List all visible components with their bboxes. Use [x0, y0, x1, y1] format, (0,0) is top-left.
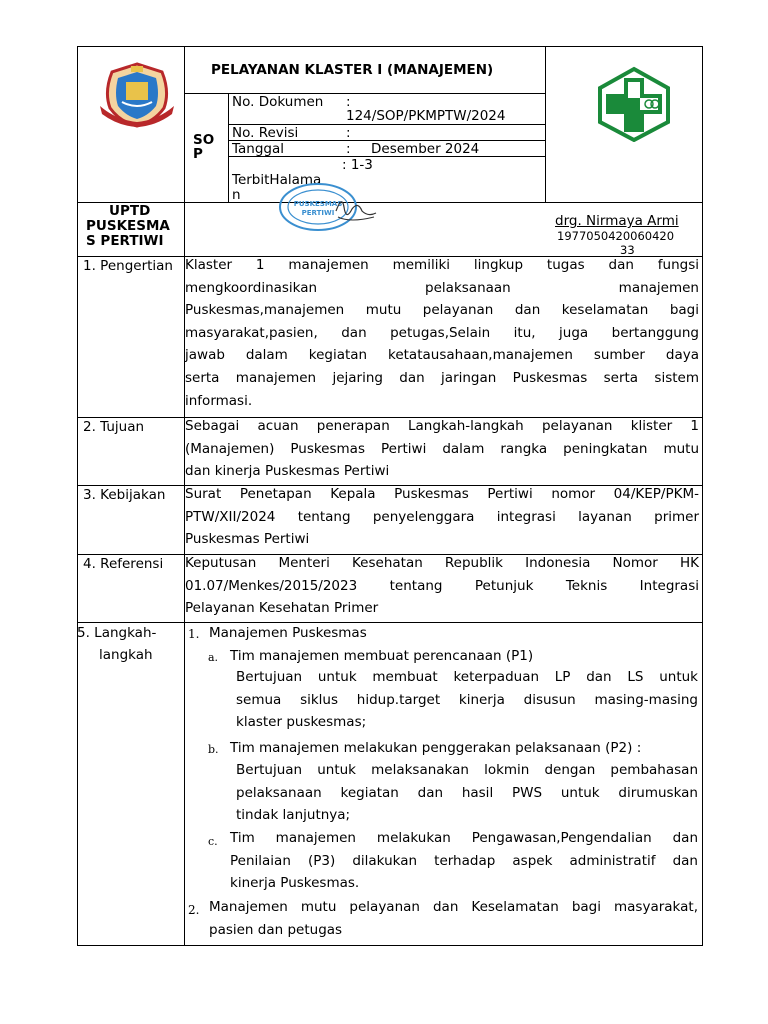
text-line: Puskesmas Pertiwi [185, 531, 310, 548]
document-title: PELAYANAN KLASTER I (MANAJEMEN) [211, 62, 494, 78]
text-line: PTW/XII/2024 tentang penyelenggara integrasi layanan primer [185, 508, 699, 525]
subitem-b-body [236, 759, 698, 827]
city-crest-logo [96, 62, 178, 128]
text-line: 01.07/Menkes/2015/2023 tentang Petunjuk Teknis Integrasi [185, 577, 699, 594]
text-line: masyarakat,pasien, dan petugas,Selain itu, juga bertanggung [185, 324, 699, 341]
sop-label-2: P [193, 146, 203, 162]
subitem-a-body [236, 666, 698, 734]
official-stamp [278, 181, 378, 233]
text-line: (Manajemen) Puskesmas Pertiwi dalam rangka peningkatan mutu [185, 440, 699, 457]
text-line: tindak lanjutnya; [236, 807, 351, 824]
text-line: semua siklus hidup.target kinerja disusun masing-masing [236, 691, 698, 708]
org-name-line-3: S PERTIWI [86, 233, 164, 249]
section-body-pengertian [185, 254, 699, 412]
list-letter: b. [208, 743, 219, 756]
org-name-line-1: UPTD [109, 203, 151, 219]
section-label-langkah: 5. Langkah- [77, 625, 157, 641]
section-label-kebijakan: 3. Kebijakan [83, 487, 166, 503]
date-value: Desember 2024 [371, 141, 480, 157]
section-body-referensi [185, 552, 699, 620]
section-body-tujuan [185, 415, 699, 483]
list-letter: a. [208, 651, 219, 664]
doc-no-label: No. Dokumen [232, 94, 324, 110]
text-line: kinerja Puskesmas. [230, 875, 360, 892]
text-line: Manajemen mutu pelayanan dan Keselamatan bagi masyarakat, [209, 899, 698, 915]
subitem-c-body [230, 827, 698, 895]
text-line: pelaksanaan kegiatan dan hasil PWS untuk dirumuskan [236, 784, 698, 801]
stamp-text-top: PUSKESMAS [293, 200, 343, 208]
text-line: Puskesmas,manajemen mutu pelayanan dan keselamatan bagi [185, 302, 699, 319]
section-label-referensi: 4. Referensi [83, 556, 164, 572]
revision-colon: : [346, 125, 351, 141]
text-line: informasi. [185, 392, 253, 409]
signer-nip-2: 33 [620, 243, 635, 257]
stamp-text-mid: PERTIWI [301, 209, 335, 217]
sop-label: SO [193, 132, 215, 148]
terbit-label: TerbitHalama [232, 172, 322, 188]
section-label-pengertian: 1. Pengertian [83, 258, 173, 274]
text-line: Tim manajemen melakukan Pengawasan,Pengendalian dan [230, 830, 698, 846]
list-item-manajemen-puskesmas: Manajemen Puskesmas [209, 625, 367, 641]
page-value: : 1-3 [342, 157, 373, 173]
section-body-kebijakan [185, 483, 699, 551]
section-label-langkah-2: langkah [99, 647, 153, 663]
text-line: dan kinerja Puskesmas Pertiwi [185, 463, 390, 480]
text-line: Keputusan Menteri Kesehatan Republik Indonesia Nomor HK [185, 555, 699, 571]
puskesmas-logo [594, 66, 674, 142]
text-line: jawab dalam kegiatan ketatausahaan,manajemen sumber daya [185, 347, 699, 364]
text-line: serta manajemen jejaring dan jaringan Puskesmas serta sistem [185, 369, 699, 386]
doc-no-value: 124/SOP/PKMPTW/2024 [346, 108, 506, 124]
text-line: Penilaian (P3) dilakukan terhadap aspek administratif dan [230, 852, 698, 869]
text-line: mengkoordinasikan pelaksanaan manajemen [185, 279, 699, 296]
text-line: Surat Penetapan Kepala Puskesmas Pertiwi nomor 04/KEP/PKM- [185, 486, 699, 502]
text-line: Bertujuan untuk membuat keterpaduan LP dan LS untuk [236, 669, 698, 685]
text-line: Klaster 1 manajemen memiliki lingkup tugas dan fungsi [185, 257, 699, 273]
section-label-tujuan: 2. Tujuan [83, 419, 145, 435]
text-line: Pelayanan Kesehatan Primer [185, 600, 379, 617]
list-item-manajemen-mutu [209, 896, 698, 941]
signer-name: drg. Nirmaya Armi [555, 213, 679, 229]
list-number: 1. [188, 627, 200, 641]
date-colon: : [346, 141, 351, 157]
text-line: pasien dan petugas [209, 921, 343, 938]
signer-nip: 1977050420060420 [557, 229, 675, 243]
date-label: Tanggal [232, 141, 285, 157]
text-line: Bertujuan untuk melaksanakan lokmin dengan pembahasan [236, 762, 698, 778]
subitem-b-title: Tim manajemen melakukan penggerakan pelaksanaan (P2) : [230, 740, 642, 756]
terbit-label-2: n [232, 187, 241, 203]
text-line: Sebagai acuan penerapan Langkah-langkah pelayanan klister 1 [185, 418, 699, 434]
revision-label: No. Revisi [232, 125, 299, 141]
list-number: 2. [188, 903, 200, 917]
text-line: klaster puskesmas; [236, 714, 367, 731]
doc-no-colon: : [346, 94, 351, 110]
org-name-line-2: PUSKESMA [86, 218, 170, 234]
subitem-a-title: Tim manajemen membuat perencanaan (P1) [230, 648, 534, 664]
list-letter: c. [208, 835, 218, 848]
